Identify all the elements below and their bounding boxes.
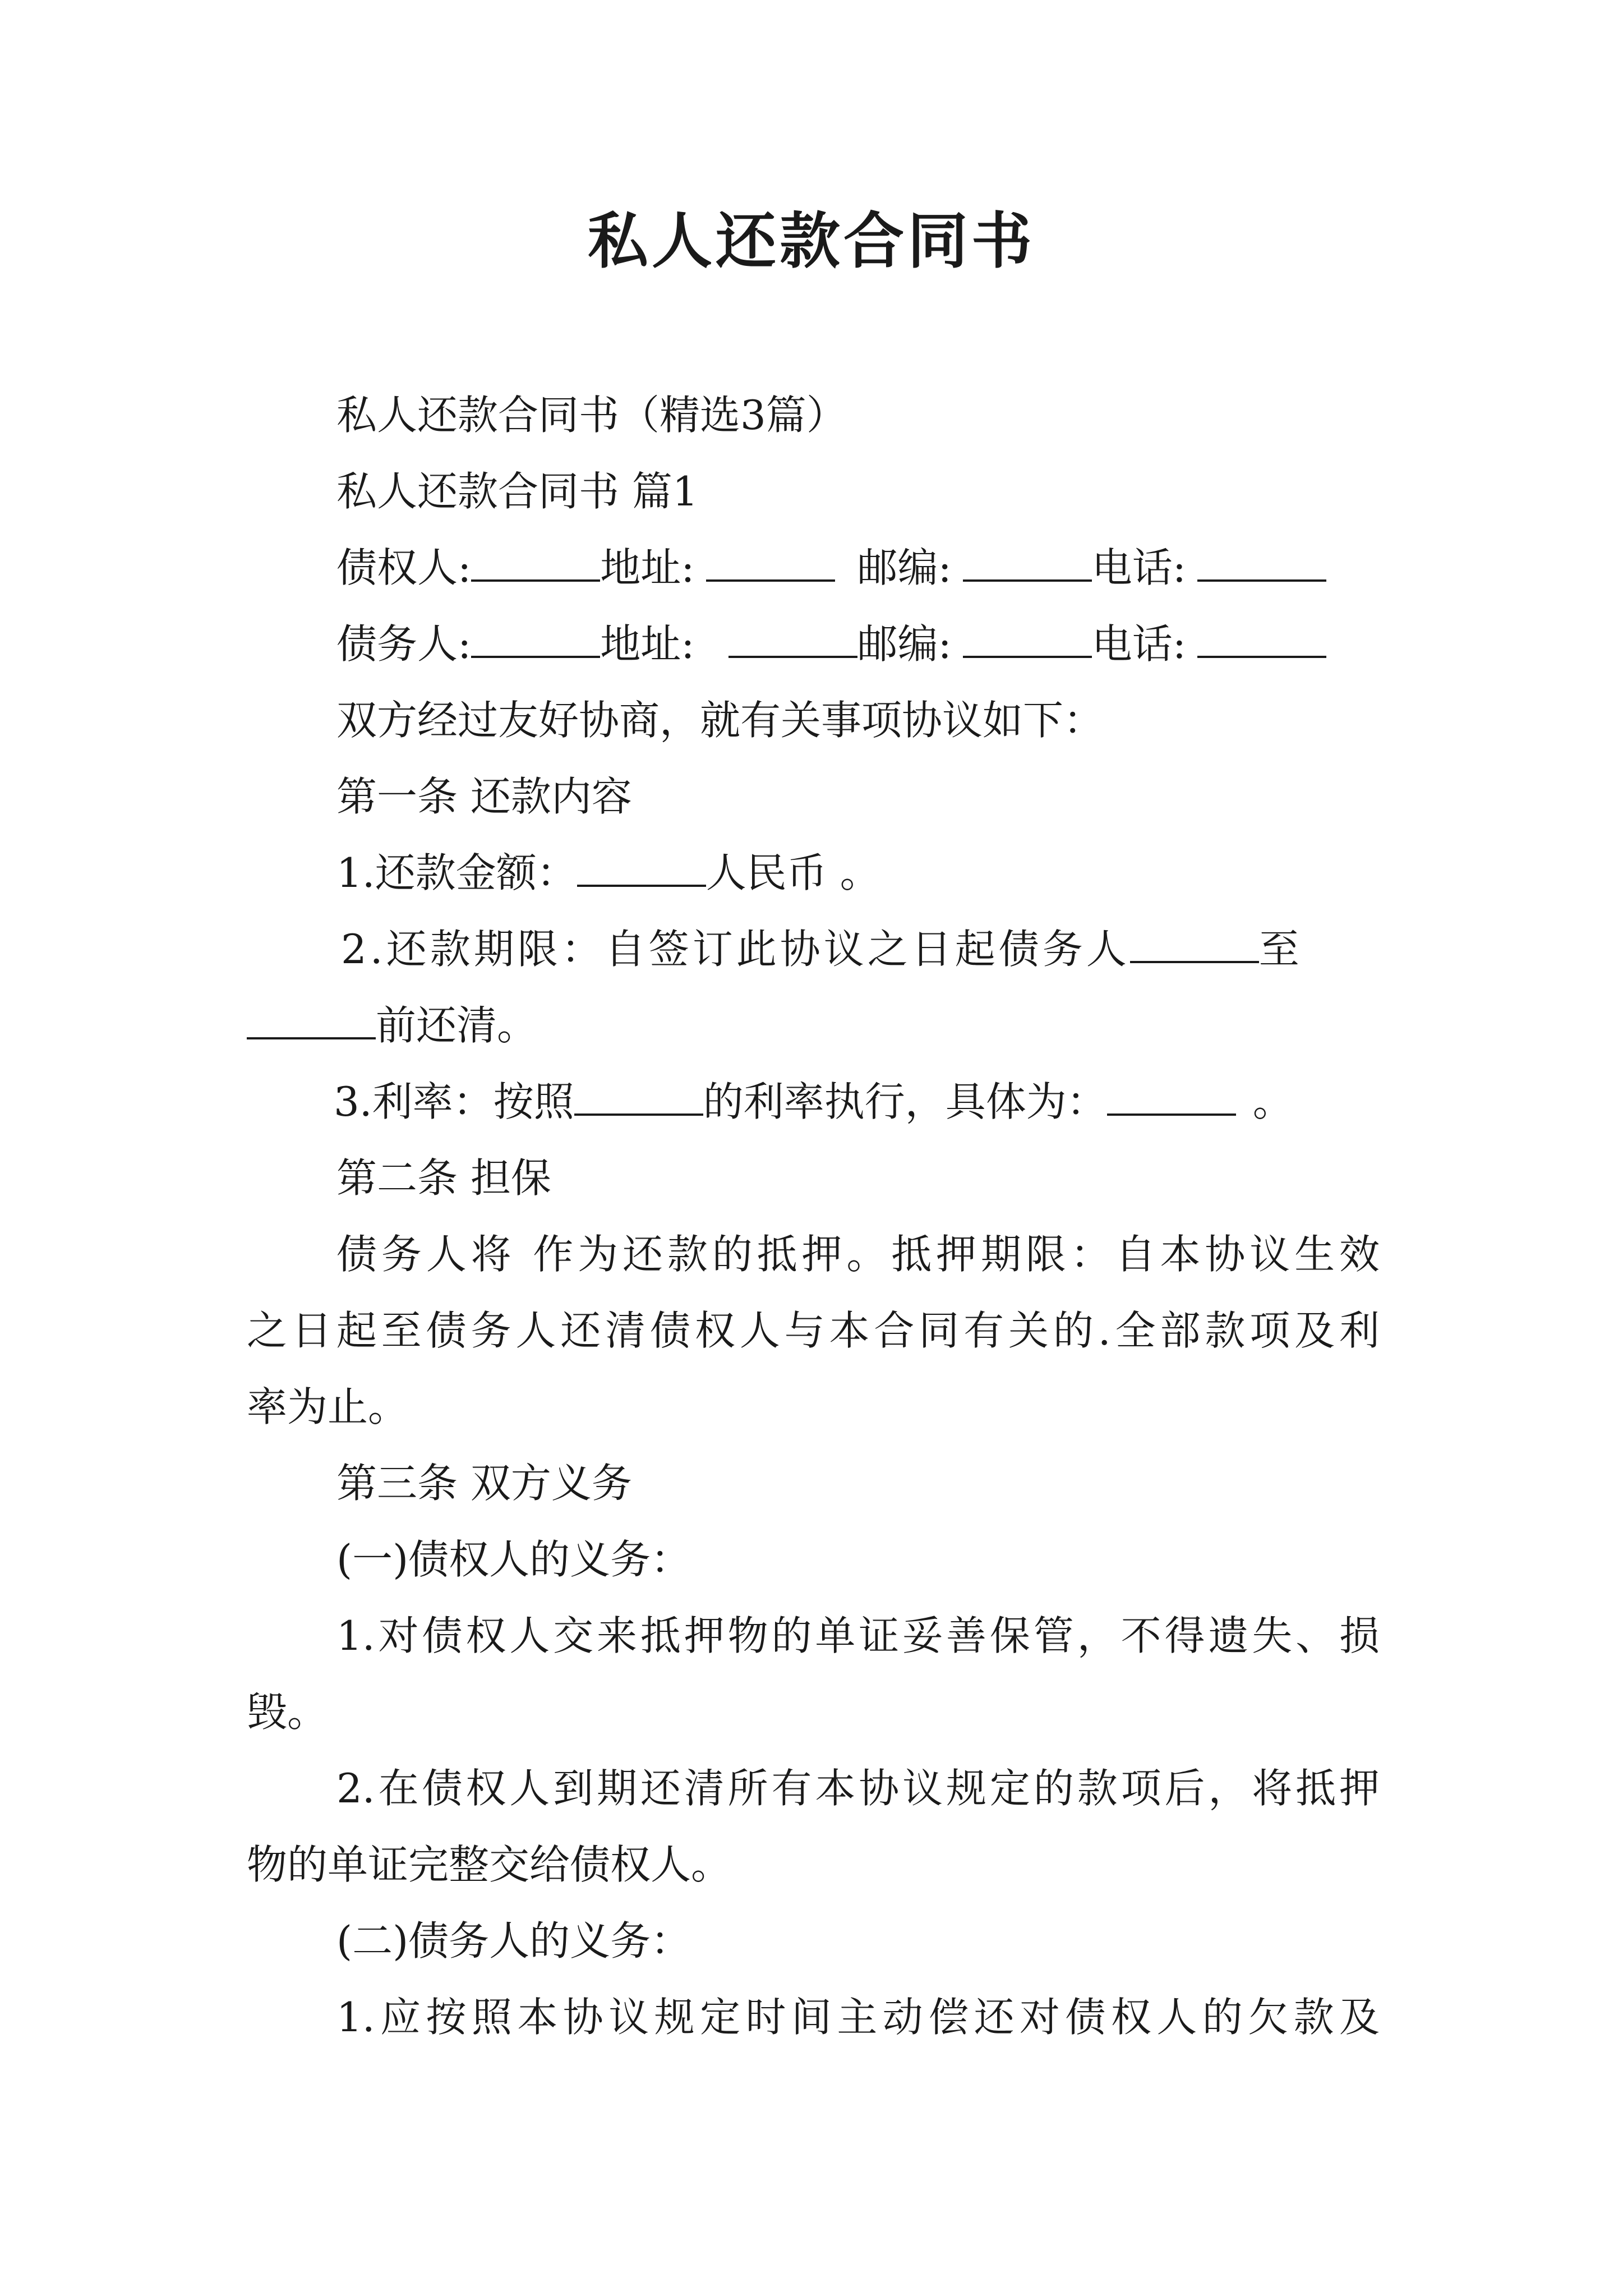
debtor-phone-label: 电话: xyxy=(1091,620,1187,668)
item2-suffix: 前还清。 xyxy=(376,1002,538,1049)
creditor-duty-2-line2: 物的单证完整交给债权人。 xyxy=(247,1841,732,1888)
debtor-duty-1-line1: 1.应按照本协议规定时间主动偿还对债权人的欠款及 xyxy=(336,1994,1380,2041)
creditor-info-row xyxy=(336,540,1326,596)
debtor-address-blank xyxy=(728,619,857,658)
creditor-address-blank xyxy=(706,543,835,582)
document-subtitle: 私人还款合同书（精选3篇） xyxy=(336,392,847,439)
debtor-label: 债务人: xyxy=(336,620,472,668)
article2-para-line1: 债务人将 作为还款的抵押。抵押期限：自本协议生效 xyxy=(336,1231,1380,1278)
creditor-duty-1-line1: 1.对债权人交来抵押物的单证妥善保管，不得遗失、损 xyxy=(336,1612,1380,1659)
rate-basis-blank xyxy=(574,1077,703,1116)
creditor-duty-1-line2: 毁。 xyxy=(247,1688,328,1736)
rate-value-blank xyxy=(1107,1077,1236,1116)
creditor-phone-label: 电话: xyxy=(1091,544,1187,591)
item1-prefix: 1.还款金额： xyxy=(336,849,577,896)
creditor-duties-heading: (一)债权人的义务： xyxy=(336,1536,691,1583)
item3-suffix: 。 xyxy=(1252,1078,1293,1125)
article2-para-line2: 之日起至债务人还清债权人与本合同有关的.全部款项及利 xyxy=(247,1307,1380,1354)
debtor-info-row xyxy=(336,616,1326,672)
creditor-address-label: 地址: xyxy=(600,544,695,591)
creditor-label: 债权人: xyxy=(336,544,472,591)
article1-item2 xyxy=(341,921,1303,977)
debtor-name-blank xyxy=(471,619,600,658)
creditor-duty-2-line1: 2.在债权人到期还清所有本协议规定的款项后，将抵押 xyxy=(336,1765,1380,1812)
article1-item1 xyxy=(336,845,880,901)
creditor-phone-blank xyxy=(1197,543,1326,582)
debtor-postcode-label: 邮编: xyxy=(857,620,952,668)
debtor-duties-heading: (二)债务人的义务： xyxy=(336,1917,691,1964)
article2-para-line3: 率为止。 xyxy=(247,1383,409,1430)
creditor-postcode-label: 邮编: xyxy=(857,544,952,591)
creditor-postcode-blank xyxy=(963,543,1092,582)
item3-prefix: 3.利率：按照 xyxy=(334,1078,574,1125)
term-start-blank xyxy=(1130,924,1259,963)
article3-heading: 第三条 双方义务 xyxy=(336,1460,632,1507)
article1-heading: 第一条 还款内容 xyxy=(336,773,632,820)
creditor-name-blank xyxy=(471,543,600,582)
debtor-address-label: 地址: xyxy=(600,620,695,668)
item1-suffix: 人民币 。 xyxy=(706,849,880,896)
debtor-phone-blank xyxy=(1197,619,1326,658)
term-end-blank xyxy=(247,1001,376,1039)
intro-paragraph: 双方经过友好协商，就有关事项协议如下： xyxy=(336,697,1104,744)
amount-blank xyxy=(577,848,706,887)
article1-item2-cont xyxy=(247,997,537,1053)
item2-mid: 至 xyxy=(1258,926,1303,973)
item2-prefix: 2.还款期限：自签订此协议之日起债务人 xyxy=(341,926,1130,973)
article2-heading: 第二条 担保 xyxy=(336,1154,551,1202)
section-heading: 私人还款合同书 篇1 xyxy=(336,468,698,515)
document-title: 私人还款合同书 xyxy=(587,206,1035,277)
debtor-postcode-blank xyxy=(963,619,1092,658)
item3-mid: 的利率执行，具体为： xyxy=(703,1078,1107,1125)
article1-item3 xyxy=(334,1074,1293,1130)
